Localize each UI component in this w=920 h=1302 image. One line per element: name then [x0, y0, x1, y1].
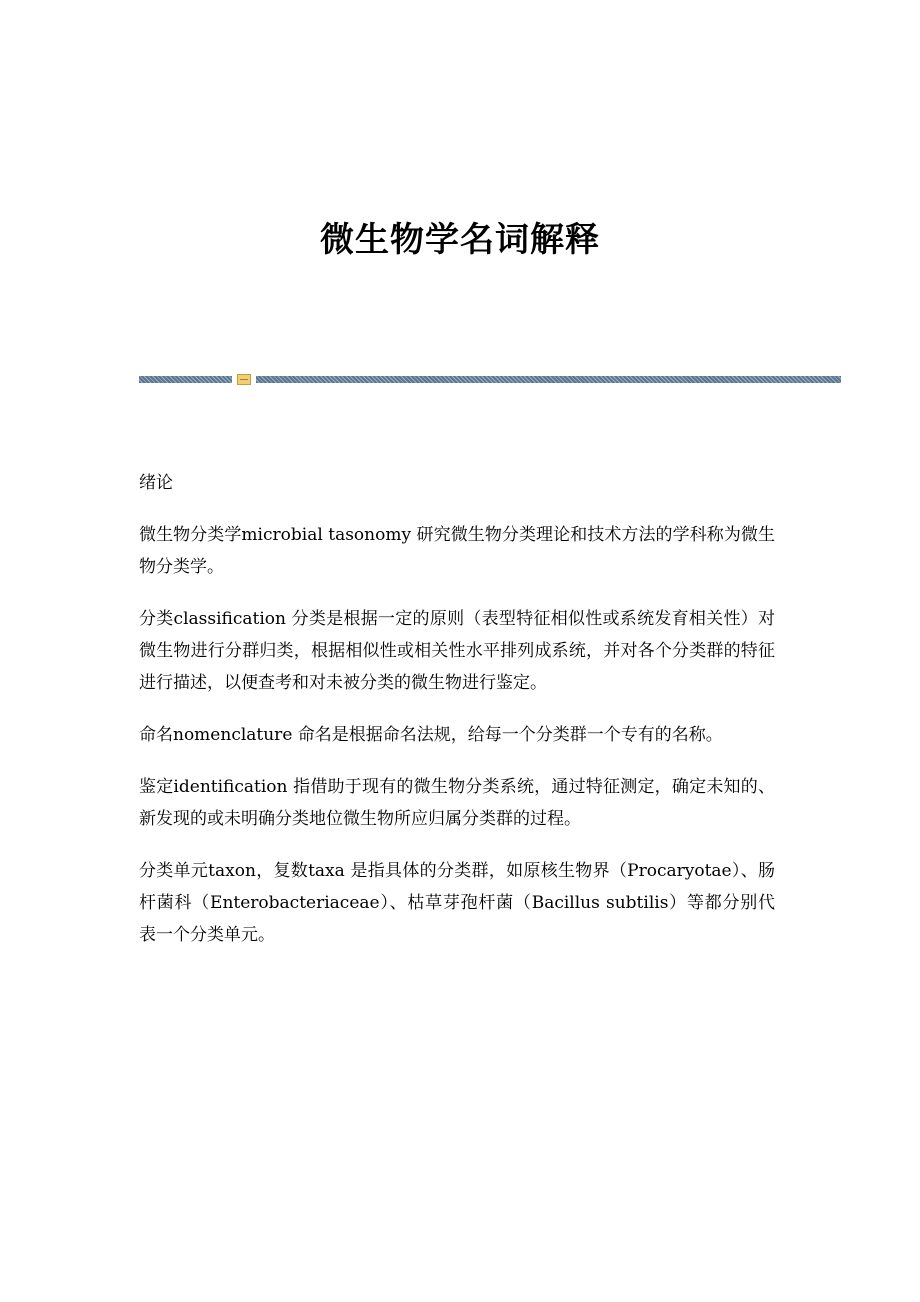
paragraph-classification: 分类classification 分类是根据一定的原则（表型特征相似性或系统发育相关性）对微生物进行分群归类，根据相似性或相关性水平排列成系统，并对各个分类群的特征进行描述，以便查考和对未被分类的微生物进行鉴定。	[139, 609, 775, 693]
page-title: 微生物学名词解释	[320, 220, 600, 260]
paragraph-taxon: 分类单元taxon，复数taxa 是指具体的分类群，如原核生物界（Procaryotae）、肠杆菌科（Enterobacteriaceae）、枯草芽孢杆菌（Bacillus subtilis）等都分别代表一个分类单元。	[139, 861, 775, 945]
title-divider	[139, 374, 841, 386]
paragraph-identification: 鉴定identification 指借助于现有的微生物分类系统，通过特征测定，确定未知的、新发现的或未明确分类地位微生物所应归属分类群的过程。	[139, 777, 775, 829]
paragraph-microbial-taxonomy: 微生物分类学microbial tasonomy 研究微生物分类理论和技术方法的学科称为微生物分类学。	[139, 525, 775, 577]
divider-ornament-icon	[237, 374, 251, 385]
paragraph-nomenclature: 命名nomenclature 命名是根据命名法规，给每一个分类群一个专有的名称。	[139, 725, 723, 745]
section-heading: 绪论	[139, 473, 173, 493]
divider-bar-left	[139, 376, 232, 383]
document-body	[139, 467, 775, 971]
divider-bar-right	[256, 376, 841, 383]
